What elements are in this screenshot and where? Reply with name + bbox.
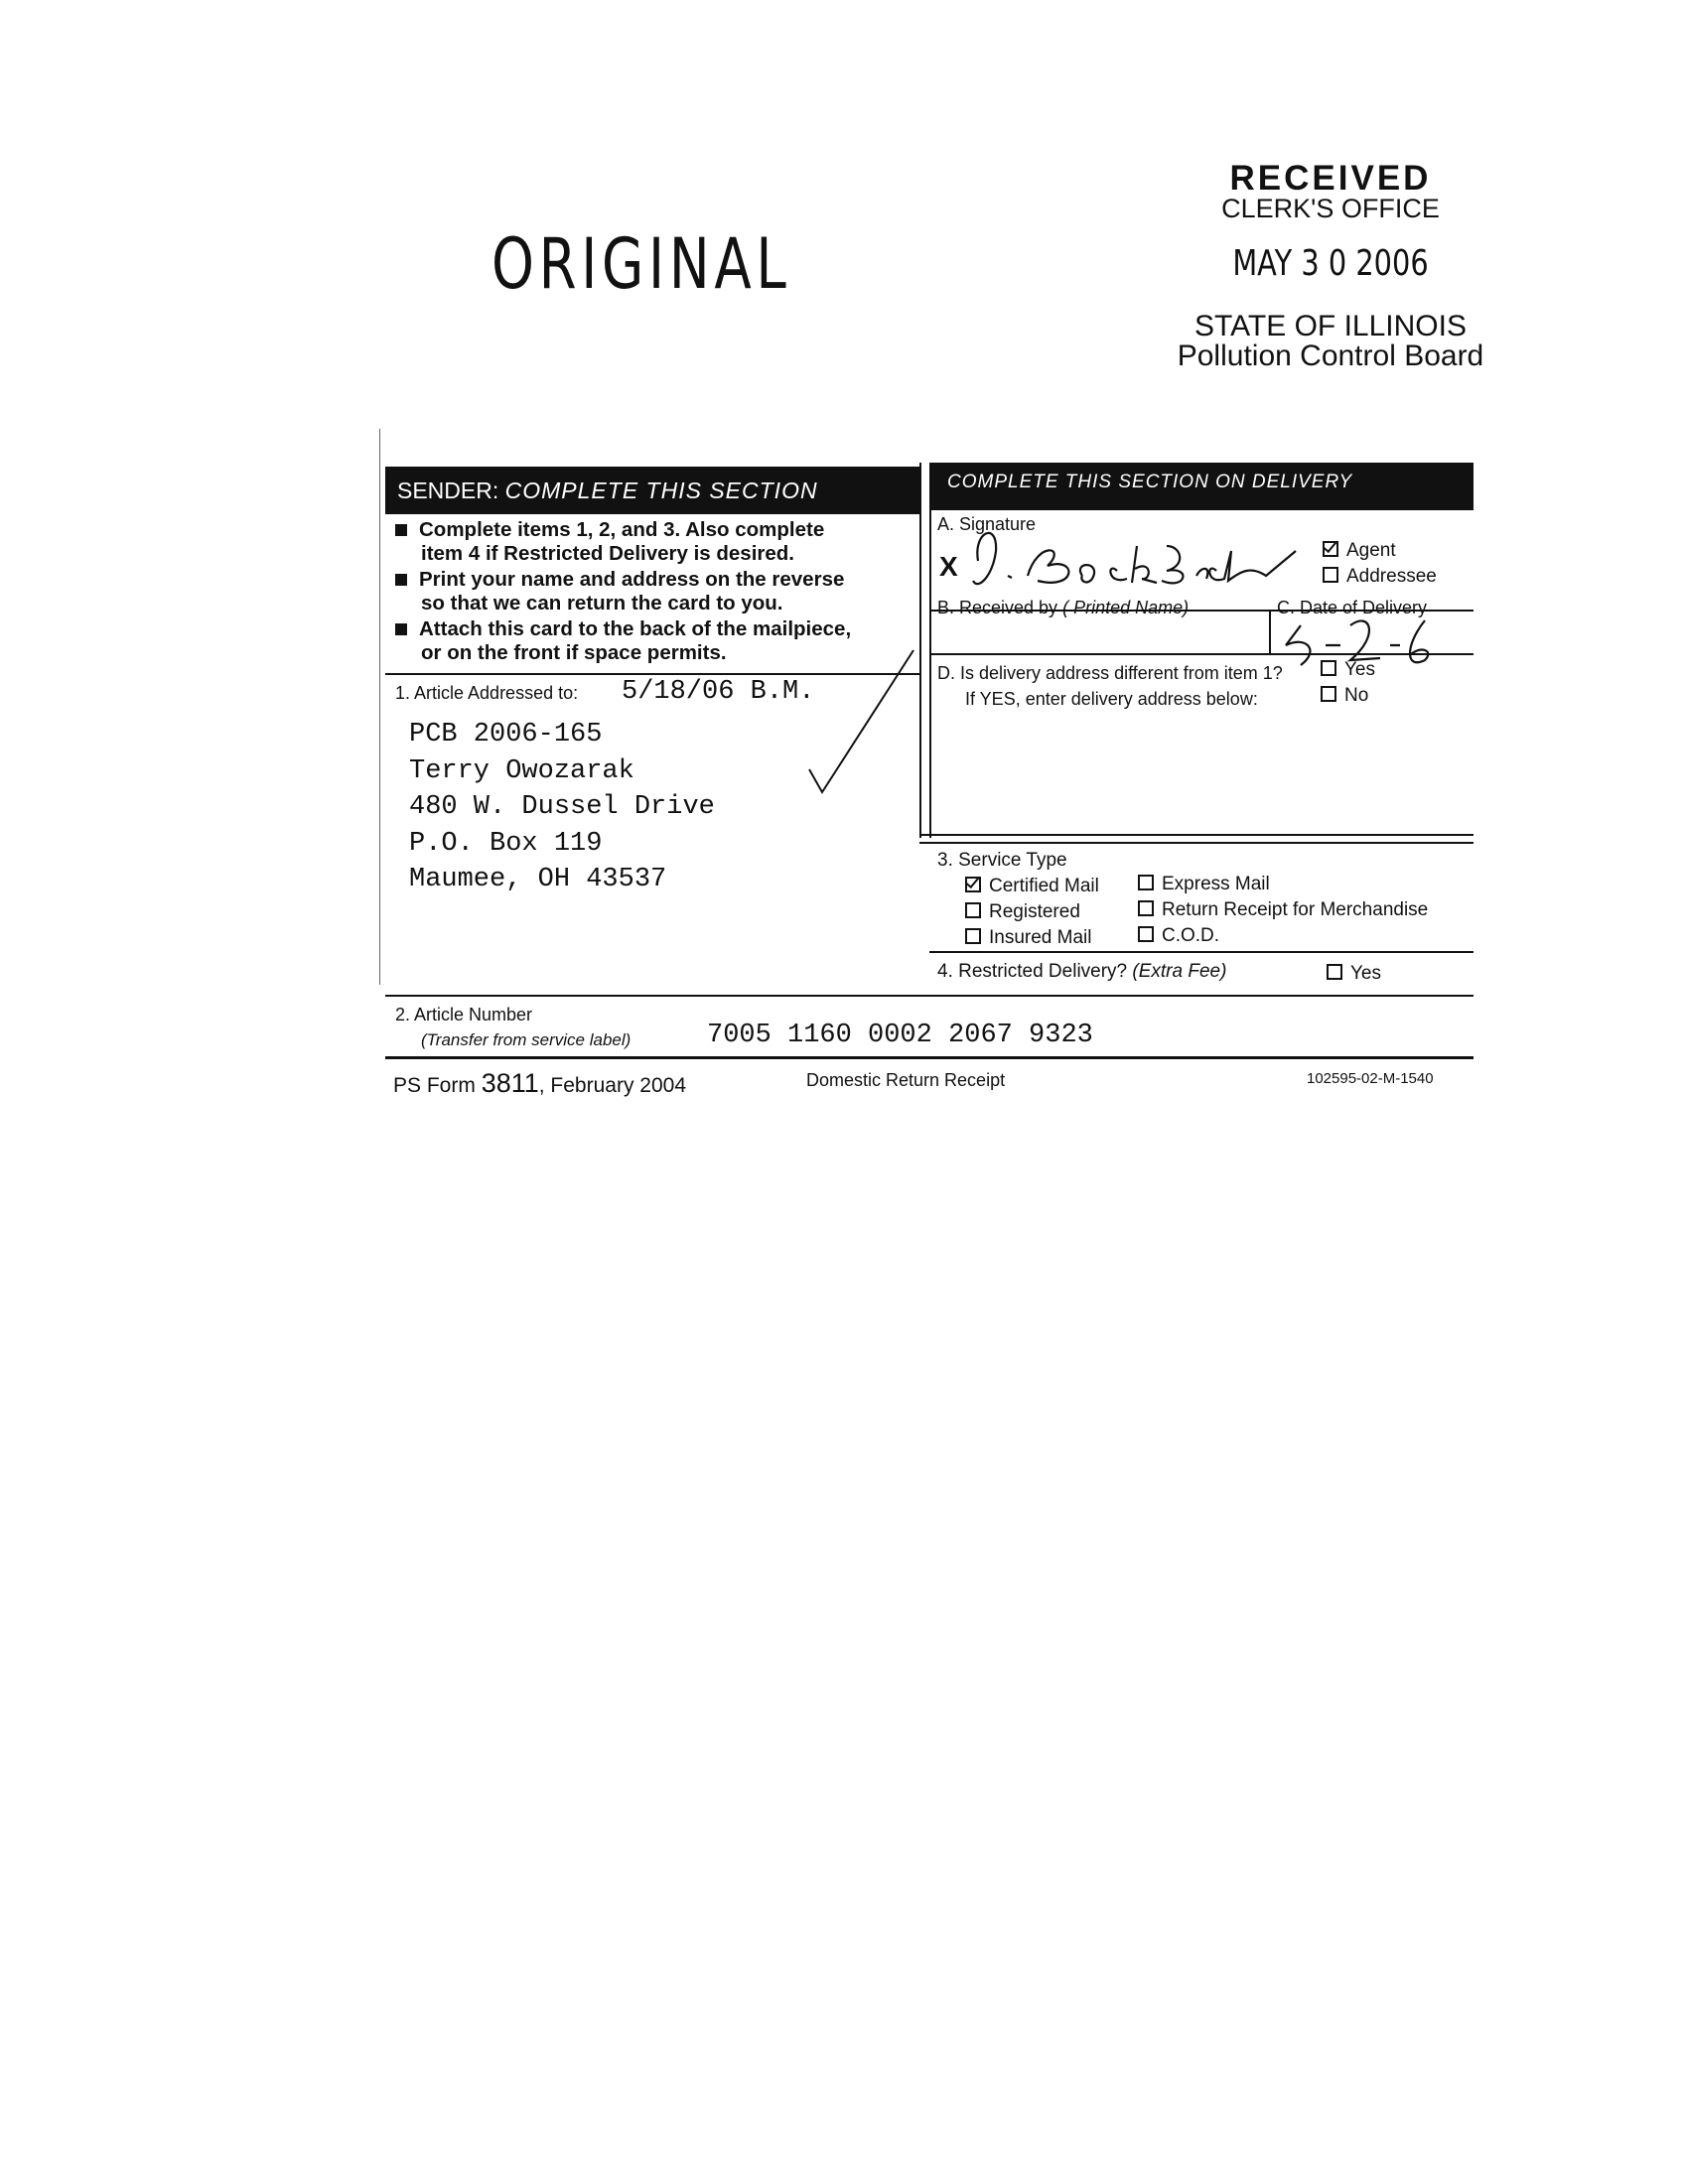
article-note: 5/18/06 B.M. [622,677,815,707]
registered-option[interactable] [965,901,1080,923]
form-number: 3811 [481,1068,539,1098]
signature-label: A. Signature [937,514,1037,534]
address-line: Maumee, OH 43537 [409,865,667,894]
restricted-yes-option[interactable] [1327,963,1381,985]
form-title: Domestic Return Receipt [806,1070,1006,1090]
article-addressed-label: 1. Article Addressed to: [395,683,579,703]
d-no-option[interactable] [1321,685,1368,707]
sender-section-header [385,467,919,514]
d-no-checkbox[interactable] [1321,686,1336,702]
instruction-1 [395,518,892,566]
certified-checkbox[interactable] [965,877,981,892]
card-divider-3 [385,1056,1474,1059]
address-line: PCB 2006-165 [409,720,603,750]
service-type-label: 3. Service Type [937,850,1067,871]
article-number-sublabel: (Transfer from service label) [421,1030,632,1049]
bullet-icon [395,574,407,586]
form-date: , February 2004 [538,1074,687,1097]
d-yes-checkbox[interactable] [1321,660,1336,676]
article-number-value: 7005 1160 0002 2067 9323 [707,1021,1093,1050]
agent-checkbox[interactable] [1323,541,1338,557]
certified-option[interactable] [965,876,1099,897]
certified-label: Certified Mail [989,876,1099,896]
delivery-section-header: COMPLETE THIS SECTION ON DELIVERY [929,463,1474,510]
received-stamp-title: RECEIVED [1229,159,1432,198]
express-label: Express Mail [1162,874,1270,894]
date-of-delivery-label: C. Date of Delivery [1277,598,1428,617]
instruction-3-line2: or on the front if space permits. [421,641,727,664]
agent-label: Agent [1346,540,1396,561]
delivery-divider-d-bottom-2 [919,842,1474,844]
restricted-yes-label: Yes [1350,963,1381,984]
original-label: ORIGINAL [491,223,791,305]
instruction-2-line1: Print your name and address on the reverse [419,568,845,591]
received-stamp-office: CLERK'S OFFICE [1221,194,1440,223]
d-yes-label: Yes [1344,659,1375,680]
address-line: P.O. Box 119 [409,828,603,859]
return-receipt-option[interactable] [1138,899,1428,921]
received-by-italic: ( Printed Name) [1062,598,1190,617]
form-id [393,1068,686,1099]
express-option[interactable] [1138,874,1270,895]
card-divider-vertical-inner [929,510,931,838]
signature-handwriting [968,521,1306,601]
received-stamp-date: MAY 3 0 2006 [1232,243,1429,284]
delivery-divider-d-bottom [919,834,1474,836]
bullet-icon [395,623,407,635]
restricted-italic: (Extra Fee) [1132,961,1227,982]
addressee-checkbox[interactable] [1323,567,1338,583]
cod-option[interactable] [1138,925,1219,947]
card-divider-2 [385,995,1474,997]
bullet-icon [395,524,407,536]
address-block [409,717,715,898]
address-line: 480 W. Dussel Drive [409,792,715,822]
card-left-edge [379,429,380,985]
restricted-label: 4. Restricted Delivery? [937,961,1128,982]
d-no-label: No [1344,685,1369,706]
delivery-divider-date [1269,610,1271,653]
addressee-label: Addressee [1346,566,1437,587]
d-sub-question: If YES, enter delivery address below: [965,689,1258,709]
received-stamp-board: Pollution Control Board [1177,340,1484,372]
article-number-label: 2. Article Number [395,1005,533,1024]
addressee-option[interactable] [1323,566,1437,588]
received-by-label: B. Received by [937,598,1058,617]
delivery-divider-service [929,951,1474,953]
instruction-2 [395,568,892,615]
restricted-yes-checkbox[interactable] [1327,964,1342,980]
address-line: Terry Owozarak [409,755,634,786]
return-receipt-checkbox[interactable] [1138,900,1154,916]
registered-label: Registered [989,901,1080,922]
received-stamp-state: STATE OF ILLINOIS [1194,310,1467,342]
express-checkbox[interactable] [1138,875,1154,890]
form-prefix: PS Form [393,1074,476,1097]
signature-x: X [939,551,958,582]
registered-checkbox[interactable] [965,902,981,918]
sender-header-italic: COMPLETE THIS SECTION [504,478,818,503]
d-question: D. Is delivery address different from item 1? [937,663,1283,683]
instruction-2-line2: so that we can return the card to you. [421,592,783,614]
instruction-1-line2: item 4 if Restricted Delivery is desired. [421,542,794,565]
sender-header-prefix: SENDER: [397,478,499,503]
form-code: 102595-02-M-1540 [1307,1070,1434,1087]
cod-checkbox[interactable] [1138,926,1154,942]
instruction-3-line1: Attach this card to the back of the mailpiece, [419,617,852,640]
cod-label: C.O.D. [1162,925,1220,946]
instruction-1-line1: Complete items 1, 2, and 3. Also complete [419,518,825,541]
checkmark-icon [804,645,923,804]
return-receipt-label: Return Receipt for Merchandise [1162,899,1429,920]
agent-option[interactable] [1323,540,1396,562]
restricted-delivery-label [937,961,1226,983]
insured-label: Insured Mail [989,927,1092,948]
insured-checkbox[interactable] [965,928,981,944]
insured-option[interactable] [965,927,1092,949]
received-by-label-row [937,598,1189,618]
d-yes-option[interactable] [1321,659,1375,681]
